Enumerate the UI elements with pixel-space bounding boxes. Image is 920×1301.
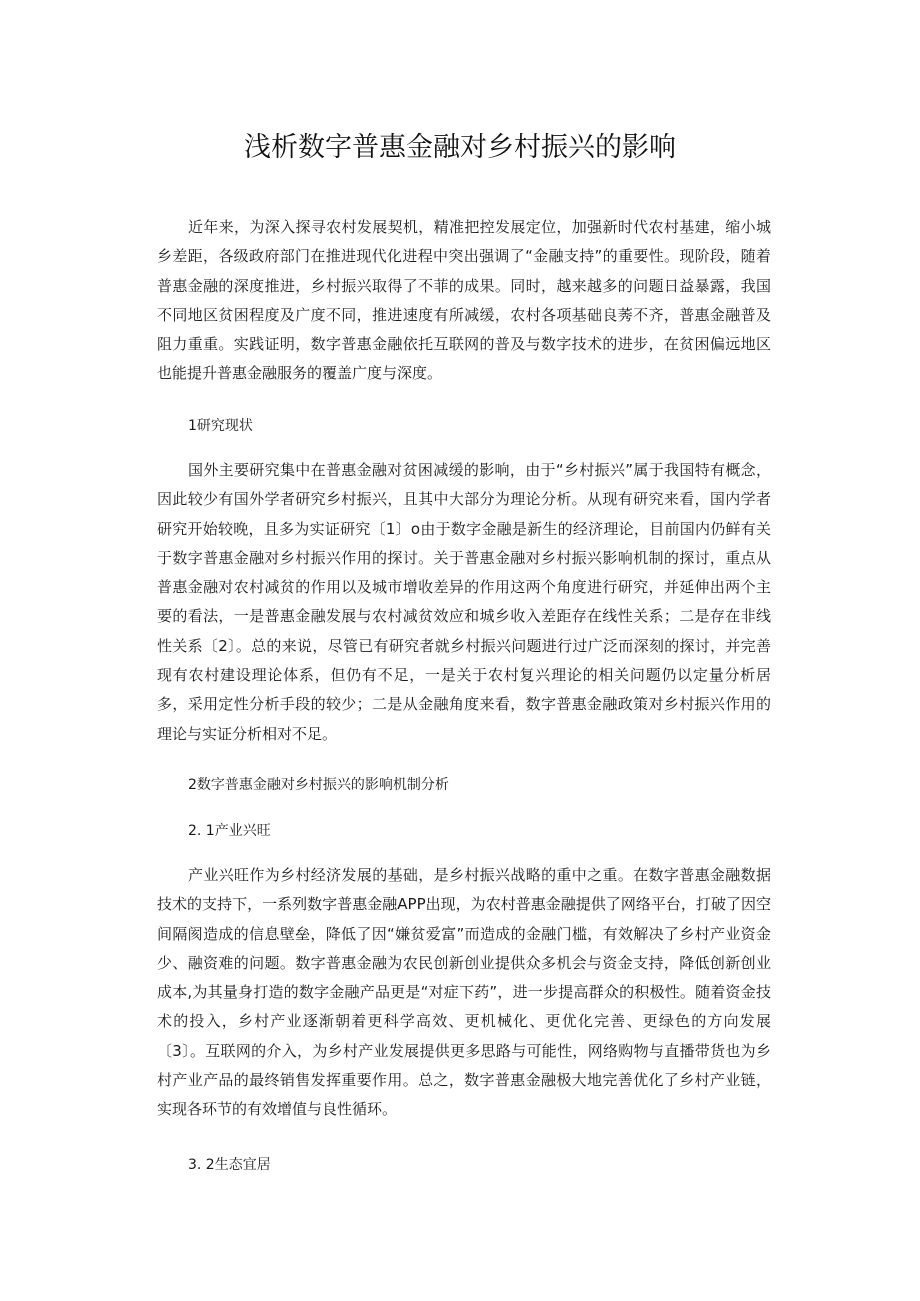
section-2-heading: 2数字普惠金融对乡村振兴的影响机制分析 — [188, 777, 449, 793]
intro-paragraph: 近年来，为深入探寻农村发展契机，精准把控发展定位，加强新时代农村基建，缩小城乡差距，各级政府部门在推进现代化进程中突出强调了“金融支持”的重要性。现阶段，随着普惠金融的深度推进，乡村振兴取得了不菲的成果。同时，越来越多的问题日益暴露，我国不同地区贫困程度及广度不同，推进速度有所减缓，农村各项基础良莠不齐，普惠金融普及阻力重重。实践证明，数字普惠金融依托互联网的普及与数字技术的进步，在贫困偏远地区也能提升普惠金融服务的覆盖广度与深度。 — [157, 218, 771, 383]
section-1-paragraph: 国外主要研究集中在普惠金融对贫困减缓的影响，由于“乡村振兴”属于我国特有概念，因此较少有国外学者研究乡村振兴，且其中大部分为理论分析。从现有研究来看，国内学者研究开始较晚，且多为实证研究〔1〕o由于数字金融是新生的经济理论，目前国内仍鲜有关于数字普惠金融对乡村振兴作用的探讨。关于普惠金融对乡村振兴影响机制的探讨，重点从普惠金融对农村减贫的作用以及城市增收差异的作用这两个角度进行研究，并延伸出两个主要的看法，一是普惠金融发展与农村减贫效应和城乡收入差距存在线性关系；二是存在非线性关系〔2〕。总的来说，尽管已有研究者就乡村振兴问题进行过广泛而深刻的探讨，并完善现有农村建设理论体系，但仍有不足，一是关于农村复兴理论的相关问题仍以定量分析居多，采用定性分析手段的较少；二是从金融角度来看，数字普惠金融政策对乡村振兴作用的理论与实证分析相对不足。 — [157, 461, 771, 743]
section-2-1-heading: 2. 1产业兴旺 — [188, 823, 271, 839]
section-2-1-paragraph: 产业兴旺作为乡村经济发展的基础，是乡村振兴战略的重中之重。在数字普惠金融数据技术的支持下，一系列数字普惠金融APP出现，为农村普惠金融提供了网络平台，打破了因空间隔阂造成的信息壁垒，降低了因“嫌贫爱富”而造成的金融门槛，有效解决了乡村产业资金少、融资难的问题。数字普惠金融为农民创新创业提供众多机会与资金支持，降低创新创业成本,为其量身打造的数字金融产品更是“对症下药”，进一步提高群众的积极性。随着资金技术的投入，乡村产业逐渐朝着更科学高效、更机械化、更优化完善、更绿色的方向发展〔3〕。互联网的介入，为乡村产业发展提供更多思路与可能性，网络购物与直播带货也为乡村产业产品的最终销售发挥重要作用。总之，数字普惠金融极大地完善优化了乡村产业链，实现各环节的有效增值与良性循环。 — [157, 866, 771, 1119]
section-3-2-heading: 3. 2生态宜居 — [188, 1157, 271, 1173]
section-1-heading: 1研究现状 — [188, 418, 253, 434]
document-title: 浅析数字普惠金融对乡村振兴的影响 — [244, 132, 676, 163]
